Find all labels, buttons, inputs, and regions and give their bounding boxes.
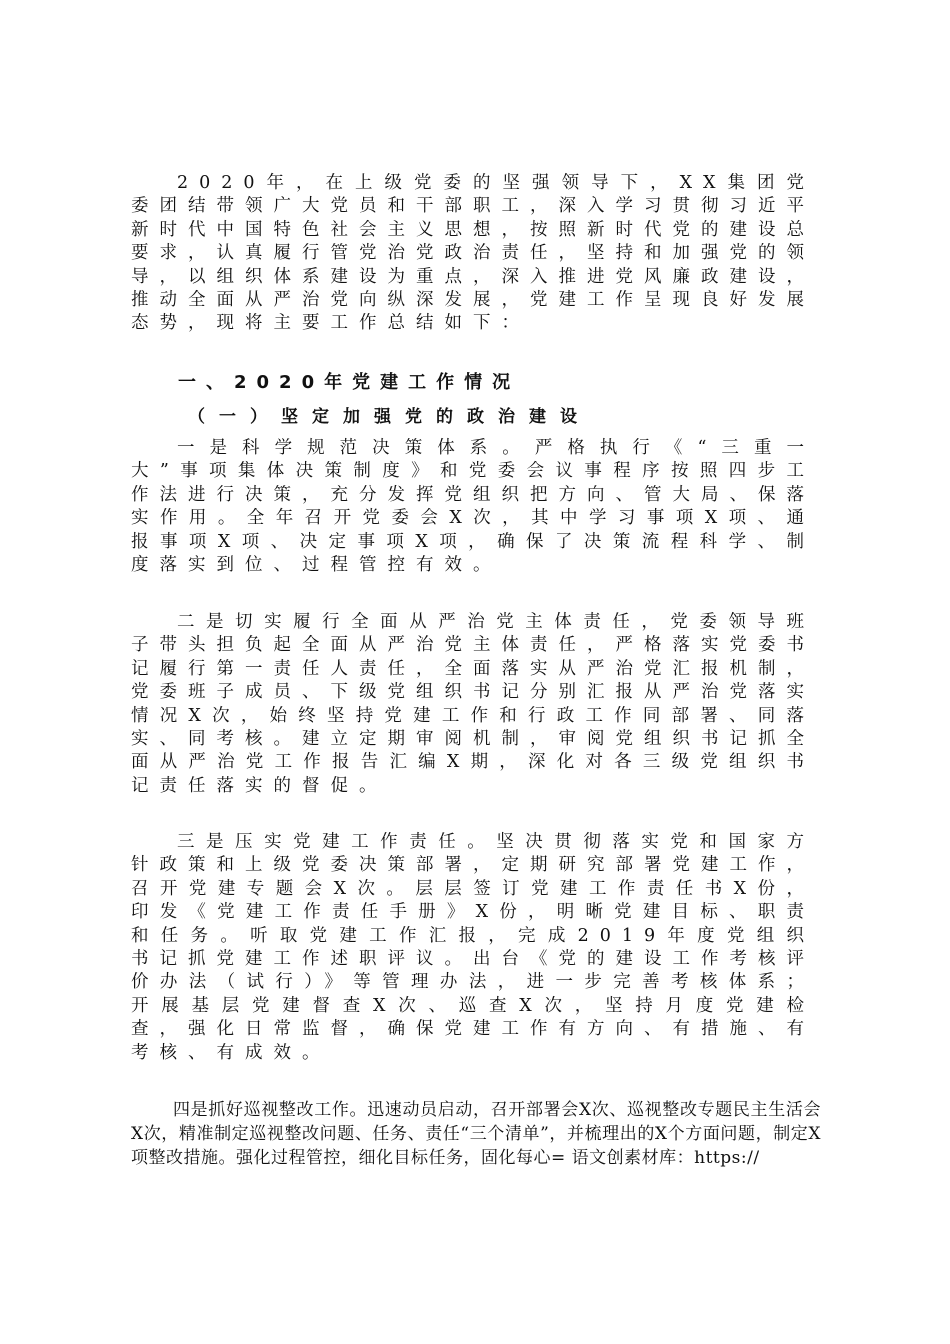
section-heading: 一、2020年党建工作情况 <box>178 372 521 393</box>
paragraph-decision-system: 一是科学规范决策体系。严格执行《“三重一大”事项集体决策制度》和党委会议事程序按照四步工作法进行决策，充分发挥党组织把方向、管大局、保落实作用。全年召开党委会X次，其中学习事项X项、通报事项X项、决定事项X项，确保了决策流程科学、制度落实到位、过程管控有效。 <box>131 438 815 576</box>
subsection-heading: （一）坚定加强党的政治建设 <box>188 407 591 427</box>
paragraph-party-building-duty: 三是压实党建工作责任。坚决贯彻落实党和国家方针政策和上级党委决策部署，定期研究部署党建工作，召开党建专题会X次。层层签订党建工作责任书X份，印发《党建工作责任手册》X份，明晰党建目标、职责和任务。听取党建工作汇报，完成2019年度党组织书记抓党建工作述职评议。出台《党的建设工作考核评价办法（试行）》等管理办法，进一步完善考核体系；开展基层党建督查X次、巡查X次，坚持月度党建检查，强化日常监督，确保党建工作有方向、有措施、有考核、有成效。 <box>131 832 815 1063</box>
paragraph-inspection-rectification: 四是抓好巡视整改工作。迅速动员启动，召开部署会X次、巡视整改专题民主生活会X次，精准制定巡视整改问题、任务、责任“三个清单”，并梳理出的X个方面问题，制定X项整改措施。强化过程管控，细化目标任务，固化每心= 语文创素材库：https:// <box>131 1100 821 1168</box>
intro-paragraph: 2020年，在上级党委的坚强领导下，XX集团党委团结带领广大党员和干部职工，深入学习贯彻习近平新时代中国特色社会主义思想，按照新时代党的建设总要求，认真履行管党治党政治责任，坚持和加强党的领导，以组织体系建设为重点，深入推进党风廉政建设，推动全面从严治党向纵深发展，党建工作呈现良好发展态势，现将主要工作总结如下： <box>131 173 815 334</box>
paragraph-main-responsibility: 二是切实履行全面从严治党主体责任，党委领导班子带头担负起全面从严治党主体责任，严格落实党委书记履行第一责任人责任，全面落实从严治党汇报机制，党委班子成员、下级党组织书记分别汇报从严治党落实情况X次，始终坚持党建工作和行政工作同部署、同落实、同考核。建立定期审阅机制，审阅党组织书记抓全面从严治党工作报告汇编X期，深化对各三级党组织书记责任落实的督促。 <box>131 612 815 796</box>
